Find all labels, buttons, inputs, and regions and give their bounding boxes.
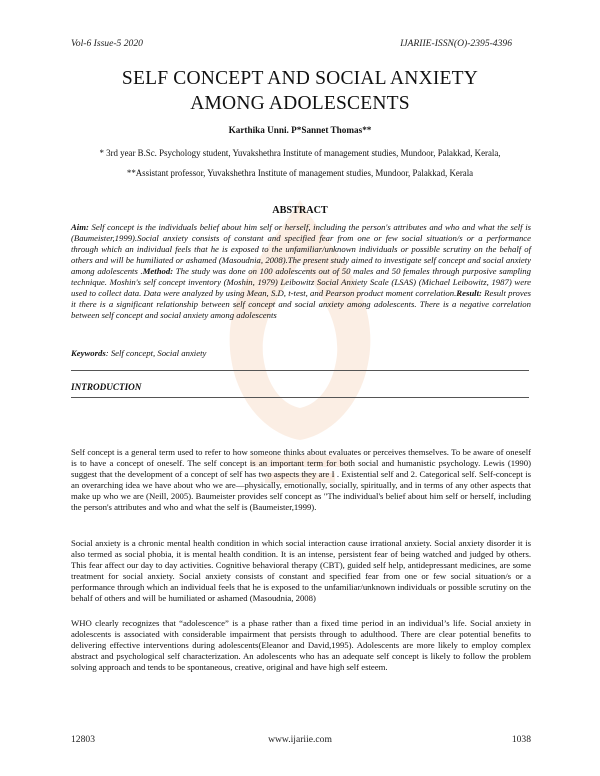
section-divider-bottom xyxy=(71,397,529,398)
journal-issn: IJARIIE-ISSN(O)-2395-4396 xyxy=(400,38,512,49)
footer-page-number: 1038 xyxy=(511,734,531,745)
abstract-aim-text: Self concept is the individuals belief about him self or herself, including the person's attributes and who and what the self is (Baumeister,1999).Social anxiety consists of constant and specified fear from one or few social situation/s or a performance through which an individual feels that he is exposed to the unfamiliar/unknown individuals or possible scrutiny on the behalf of others and will be humiliated or ashamed (Masoudnia, 2008).The present study aimed to investigate self concept and social anxiety among adolescents . xyxy=(71,222,531,277)
introduction-heading: INTRODUCTION xyxy=(71,382,142,392)
affiliation-1: * 3rd year B.Sc. Psychology student, Yuvakshethra Institute of management studies, Mundoor, Palakkad, Kerala, xyxy=(99,148,501,158)
abstract-aim-label: Aim: xyxy=(71,222,89,232)
abstract-heading: ABSTRACT xyxy=(272,205,328,216)
body-paragraph-2: Social anxiety is a chronic mental health condition in which social interaction cause irrational anxiety. Social anxiety disorder it is also termed as social phobia, it is mental health condition. It is an intense, persistent fear of being watched and judged by others. This fear affect our day to day activities. Cognitive behavioral therapy (CBT), guided self help, antidepressant medicines, are some treatment for social anxiety. Social anxiety consists of constant and specified fear from one or few social situation/s or a performance through which an individual feels that he is exposed to the unfamiliar/unknown individuals or possible scrutiny on the behalf of others and will be humiliated or ashamed (Masoudnia, 2008) xyxy=(71,538,531,604)
body-paragraph-1: Self concept is a general term used to refer to how someone thinks about evaluates or perceives themselves. To be aware of oneself is to have a concept of oneself. The self concept is an important term for both social and humanistic psychology. Lewis (1990) suggest that the development of a concept of self has two aspects they are I . Existential self and 2. Categorical self. Self-concept is an overarching idea we have about who we are—physically, emotionally, socially, spiritually, and in terms of any other aspects that make up who we are (Neill, 2005). Baumeister provides self concept as "The individual's belief about him self or herself, including the person's attributes and who and what the self is (Baumeister,1999). xyxy=(71,447,531,513)
section-divider-top xyxy=(71,370,529,371)
abstract-method-text: The study was done on 100 adolescents out of 50 males and 50 females through purposive sampling technique. Moshin's self concept inventory (Moshin, 1979) Leibowitz Social Anxiety Scale (LSAS) (Michael Leibowitz, 1987) were used to collect data. Data were analyzed by using Mean, S.D, t-test, and Pearson product moment correlation. xyxy=(71,266,531,299)
footer-website-link[interactable]: www.ijariie.com xyxy=(268,734,332,745)
keywords-text: : Self concept, Social anxiety xyxy=(105,348,207,358)
keywords-label: Keywords xyxy=(71,348,106,358)
abstract-method-label: Method: xyxy=(142,266,174,277)
authors: Karthika Unni. P*Sannet Thomas** xyxy=(228,125,372,135)
paper-title xyxy=(60,66,540,116)
paper-title-line-1: SELF CONCEPT AND SOCIAL ANXIETY xyxy=(121,68,479,89)
paper-title-line-2: AMONG ADOLESCENTS xyxy=(190,93,410,114)
affiliation-2: **Assistant professor, Yuvakshethra Institute of management studies, Mundoor, Palakkad, Kerala xyxy=(126,168,474,178)
abstract-result-text: Result proves it there is a significant relationship between self concept and social anxiety among adolescents. There is a negative correlation between self concept and social anxiety among adolescents xyxy=(71,288,531,321)
journal-volume-issue: Vol-6 Issue-5 2020 xyxy=(71,38,143,49)
body-paragraph-3: WHO clearly recognizes that “adolescence” is a phase rather than a fixed time period in an individual’s life. Social anxiety in adolescents is associated with considerable impairment that persists through to adulthood. There are clear potential benefits to delivering effective interventions during adolescents(Eleanor and David,1995). Adolescents are more likely to employ complex abstract and psychological self characterization. An adolescents who has an adequate self concept is likely to follow the problem solving approach and tends to be spontaneous, creative, original and have high self esteem. xyxy=(71,618,531,673)
abstract-result-label: Result: xyxy=(456,288,482,299)
abstract-body xyxy=(71,222,531,321)
keywords xyxy=(71,348,531,358)
footer-paper-id: 12803 xyxy=(71,734,95,745)
